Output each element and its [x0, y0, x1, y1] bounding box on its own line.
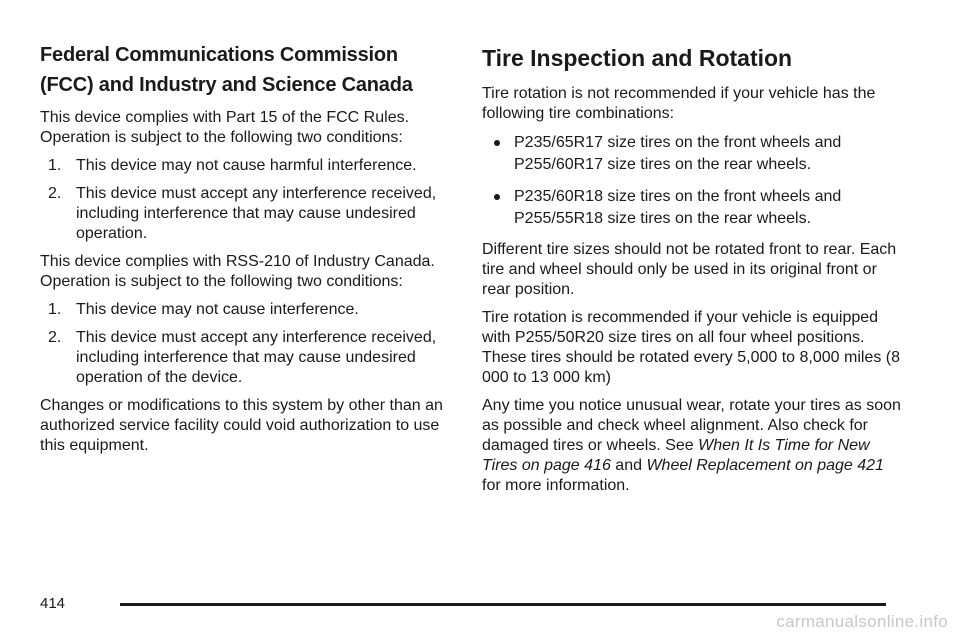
bullet-icon: [494, 194, 500, 200]
rotation-recommended-paragraph: Tire rotation is recommended if your vehicle is equipped with P255/50R20 size tires on all four wheel positions. These tires should be rotated every 5,000 to 8,000 miles (8 000 to 13 000 km): [482, 309, 901, 386]
list-item: 1. This device may not cause harmful interference.: [48, 157, 417, 174]
list-item: 2. This device must accept any interference received, including interference that may cause undesired operation.: [48, 185, 437, 242]
changes-paragraph: Changes or modifications to this system by other than an authorized service facility could void authorization to use this equipment.: [40, 397, 443, 454]
list-item: P235/65R17 size tires on the front wheels and P255/60R17 size tires on the rear wheels.: [482, 132, 902, 176]
canada-conditions-list: [40, 300, 450, 388]
list-item: P235/60R18 size tires on the front wheels and P255/55R18 size tires on the rear wheels.: [482, 186, 902, 230]
fcc-heading: Federal Communications Commission (FCC) and Industry and Science Canada: [40, 44, 413, 96]
fcc-conditions-list: [40, 156, 450, 244]
fcc-intro: This device complies with Part 15 of the FCC Rules. Operation is subject to the following two conditions:: [40, 109, 410, 146]
xref-new-tires-link[interactable]: When It Is Time for New Tires on page 416: [482, 437, 870, 474]
xref-wheel-replacement-link[interactable]: Wheel Replacement on page 421: [646, 457, 884, 474]
list-item: 1. This device may not cause interference.: [48, 301, 359, 318]
list-item: 2. This device must accept any interference received, including interference that may cause undesired operation of the device.: [48, 329, 437, 386]
left-column: [40, 40, 450, 464]
tire-heading: Tire Inspection and Rotation: [482, 45, 793, 71]
footer-rule: [120, 603, 886, 606]
right-column: [482, 42, 902, 504]
different-sizes-paragraph: Different tire sizes should not be rotated front to rear. Each tire and wheel should only be used in its original front or rear position.: [482, 241, 897, 298]
watermark: carmanualsonline.info: [776, 612, 948, 631]
unusual-wear-paragraph: Any time you notice unusual wear, rotate your tires as soon as possible and check wheel alignment. Also check for damaged tires or wheels. See When It Is Time for New Tires on page 416 and Wheel Replacement on page 421 for more information.: [482, 397, 901, 494]
page-number: 414: [40, 595, 66, 612]
tire-combinations-list: [482, 132, 902, 230]
bullet-icon: [494, 140, 500, 146]
canada-intro: This device complies with RSS-210 of Industry Canada. Operation is subject to the following two conditions:: [40, 253, 435, 290]
tire-intro: Tire rotation is not recommended if your vehicle has the following tire combinations:: [482, 85, 876, 122]
